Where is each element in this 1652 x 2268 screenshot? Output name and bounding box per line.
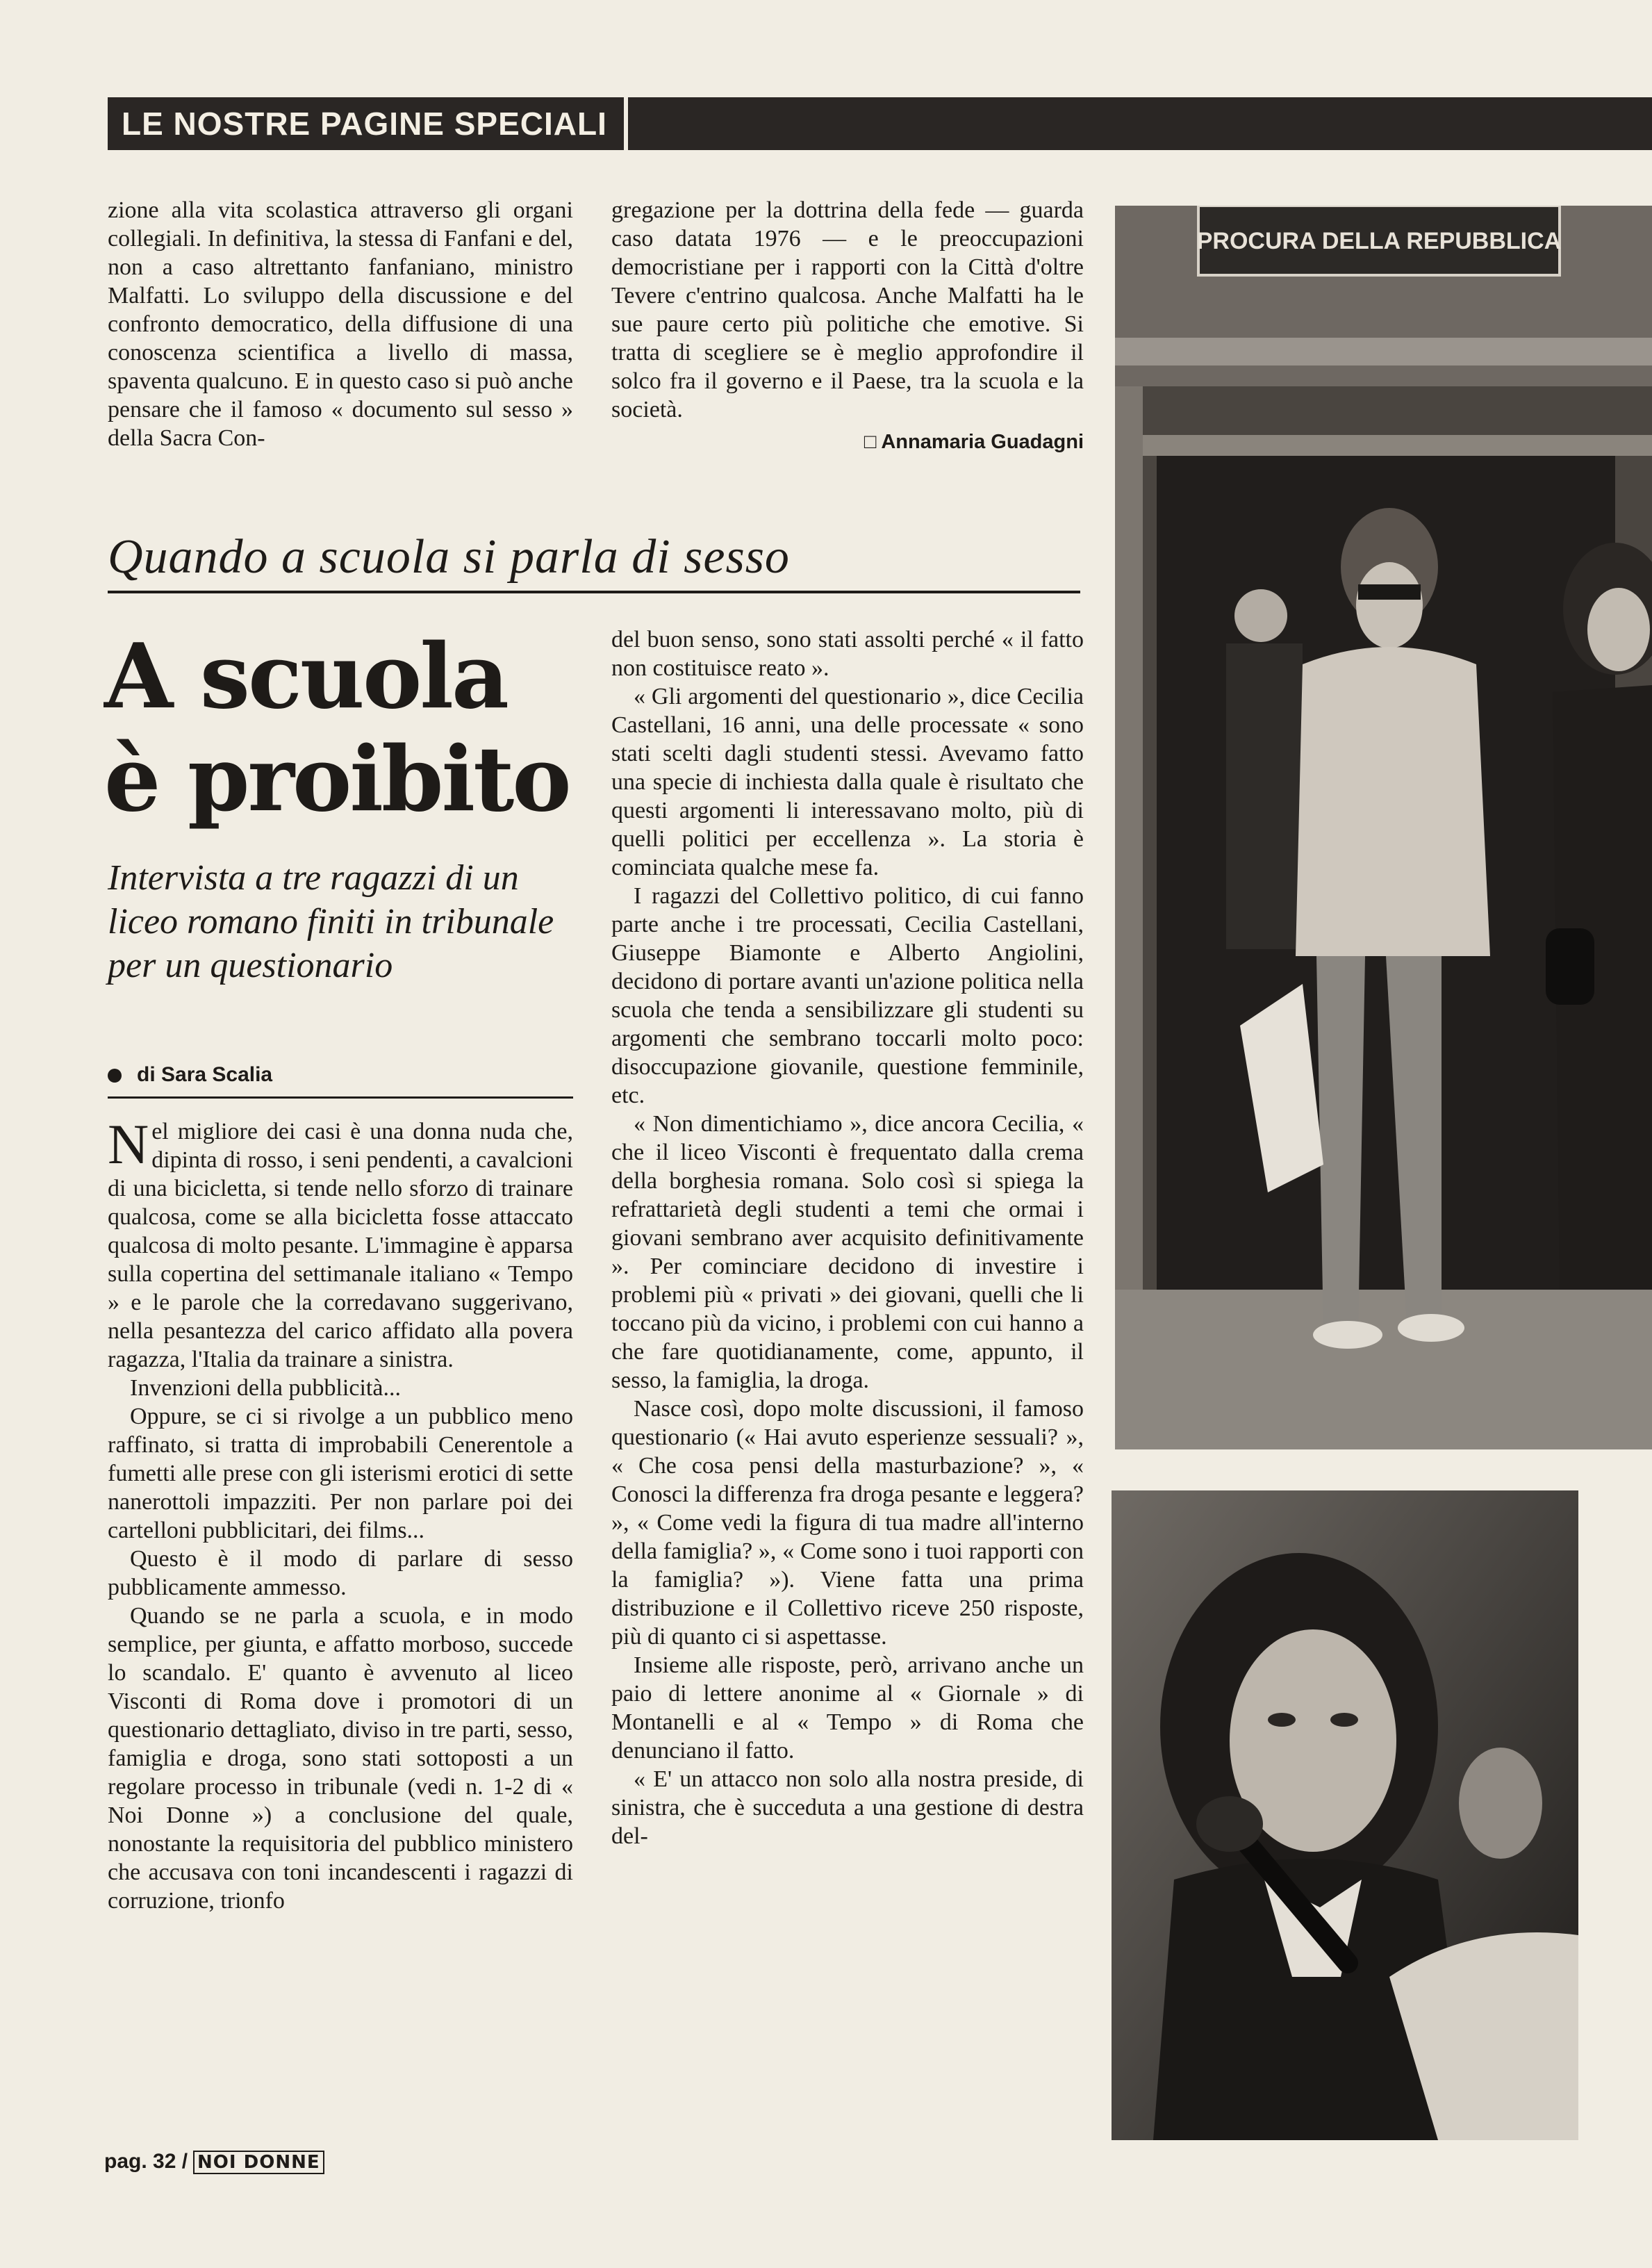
article-col1-para-5: Quando se ne parla a scuola, e in modo semplice, per giunta, e affatto morboso, succede lo scandalo. E' quanto è avvenuto al liceo Visconti di Roma dove i promotori di un questionario dettagliato, diviso in tre parti, sesso, famiglia e droga, sono stati sottoposti a un regolare processo in tribunale (vedi n. 1-2 di « Noi Donne ») a conclusione del quale, nonostante la requisitoria del pubblico ministero che accusava con toni incandescenti i ragazzi di corruzione, trionfo xyxy=(108,1603,573,1914)
article-col1-para-3: Oppure, se ci si rivolge a un pubblico meno raffinato, si tratta di improbabili Cenerentole a fumetti alle prese con gli isterismi erotici di sette nanerottoli impazziti. Per non parlare poi dei cartelloni pubblicitari, dei films... xyxy=(108,1404,573,1543)
byline-divider xyxy=(108,1096,573,1099)
article-kicker: Quando a scuola si parla di sesso xyxy=(108,530,790,584)
headline-line-1: A scuola xyxy=(104,625,507,729)
headline-line-2: è proibito xyxy=(104,728,570,832)
page-footer xyxy=(104,2150,324,2174)
courthouse-sign-text: PROCURA DELLA REPUBBLICA xyxy=(1196,228,1562,254)
article-col1-para-2: Invenzioni della pubblicità... xyxy=(130,1375,401,1401)
article-col1-para-1: Nel migliore dei casi è una donna nuda che, dipinta di rosso, i seni pendenti, a cavalcioni di una bicicletta, si tende nello sforzo di trainare qualcosa, come se alla bicicletta fosse attaccato qualcosa di molto pesante. L'immagine è apparsa sulla copertina del settimanale italiano « Tempo » e le parole che la corredavano suggerivano, nella pesantezza del carico affidato alla povera ragazza, l'Italia da trainare a sinistra. xyxy=(108,1117,573,1372)
drop-cap: N xyxy=(108,1117,149,1176)
page-number: pag. 32 / xyxy=(104,2150,188,2173)
prev-article-column-1 xyxy=(108,196,573,452)
article-subhead: Intervista a tre ragazzi di un liceo romano finiti in tribunale per un questionario xyxy=(108,858,554,985)
prev-article-text-2: gregazione per la dottrina della fede — guarda caso datata 1976 — e le preoccupazioni democristiane per i rapporti con la Città d'oltre Tevere c'entrino qualcosa. Anche Malfatti ha le sue paure certo più politiche che emotive. Si tratta di scegliere se è meglio approfondire il solco fra il governo e il Paese, tra la scuola e la società. xyxy=(611,197,1084,422)
students-courthouse-image xyxy=(1115,206,1652,1449)
bullet-icon xyxy=(108,1069,122,1083)
girl-microphone-image xyxy=(1112,1490,1578,2140)
byline-author: di Sara Scalia xyxy=(137,1063,273,1086)
section-label: LE NOSTRE PAGINE SPECIALI xyxy=(108,97,628,150)
article-col2-para-7: « E' un attacco non solo alla nostra preside, di sinistra, che è succeduta a una gestione di destra del- xyxy=(611,1766,1084,1849)
article-column-1 xyxy=(108,1117,573,2139)
prev-article-column-2 xyxy=(611,196,1084,457)
article-col2-para-2: « Gli argomenti del questionario », dice Cecilia Castellani, 16 anni, una delle processate « sono stati scelti dagli studenti stessi. Avevamo fatto una specie di inchiesta dalla quale è risultato che questi argomenti li interessavano molto, più di quelli politici per eccellenza ». La storia è cominciata qualche mese fa. xyxy=(611,684,1084,880)
article-col2-para-5: Nasce così, dopo molte discussioni, il famoso questionario (« Hai avuto esperienze sessuali? », « Che cosa pensi della masturbazione? », « Conosci la differenza fra droga pesante e leggera? », « Come vedi la figura di tua madre all'interno della famiglia? », « Come sono i tuoi rapporti con la famiglia? »). Viene fatta una prima distribuzione e il Collettivo riceve 250 risposte, più di quanto ci si aspettasse. xyxy=(611,1396,1084,1650)
article-col2-para-4: « Non dimentichiamo », dice ancora Cecilia, « che il liceo Visconti è frequentato dalla crema della borghesia romana. Solo così si spiega la refrattarietà degli studenti a temi che ormai i giovani sembrano aver acquisito definitivamente ». Per cominciare decidono di investire i problemi più « privati » dei giovani, quelli che li toccano più da vicino, i problemi con cui hanno a che fare quotidianamente, come, appunto, il sesso, la famiglia, la droga. xyxy=(611,1111,1084,1393)
article-col1-para-4: Questo è il modo di parlare di sesso pubblicamente ammesso. xyxy=(108,1546,573,1600)
article-col2-para-6: Insieme alle risposte, però, arrivano anche un paio di lettere anonime al « Giornale » di Montanelli e al « Tempo » di Roma che denunciano il fatto. xyxy=(611,1652,1084,1764)
prev-article-text-1: zione alla vita scolastica attraverso gli organi collegiali. In definitiva, la stessa di Fanfani e del, non a caso altrettanto fanfaniano, ministro Malfatti. Lo sviluppo della discussione e del confronto democratico, della diffusione di una conoscenza scientifica a livello di massa, spaventa qualcuno. E in questo caso si può anche pensare che il famoso « documento sul sesso » della Sacra Con- xyxy=(108,197,573,451)
article-column-2 xyxy=(611,625,1084,2140)
prev-article-signature: □ Annamaria Guadagni xyxy=(864,431,1084,453)
article-byline xyxy=(108,1063,573,1087)
kicker-divider xyxy=(108,591,1080,593)
section-header-bar xyxy=(108,97,1652,150)
magazine-brand: NOI DONNE xyxy=(193,2151,324,2174)
article-col2-para-1: del buon senso, sono stati assolti perché « il fatto non costituisce reato ». xyxy=(611,627,1084,681)
article-col2-para-3: I ragazzi del Collettivo politico, di cui fanno parte anche i tre processati, Cecilia Castellani, Giuseppe Biamonte e Alberto Angiolini, decidono di portare avanti un'azione politica nella scuola che tenda a sensibilizzare gli studenti su argomenti che sembrano toccarli molto poco: disoccupazione giovanile, questione femminile, etc. xyxy=(611,883,1084,1108)
photo-girl-microphone xyxy=(1112,1490,1578,2140)
photo-students-courthouse xyxy=(1115,206,1652,1449)
article-headline xyxy=(104,625,590,831)
